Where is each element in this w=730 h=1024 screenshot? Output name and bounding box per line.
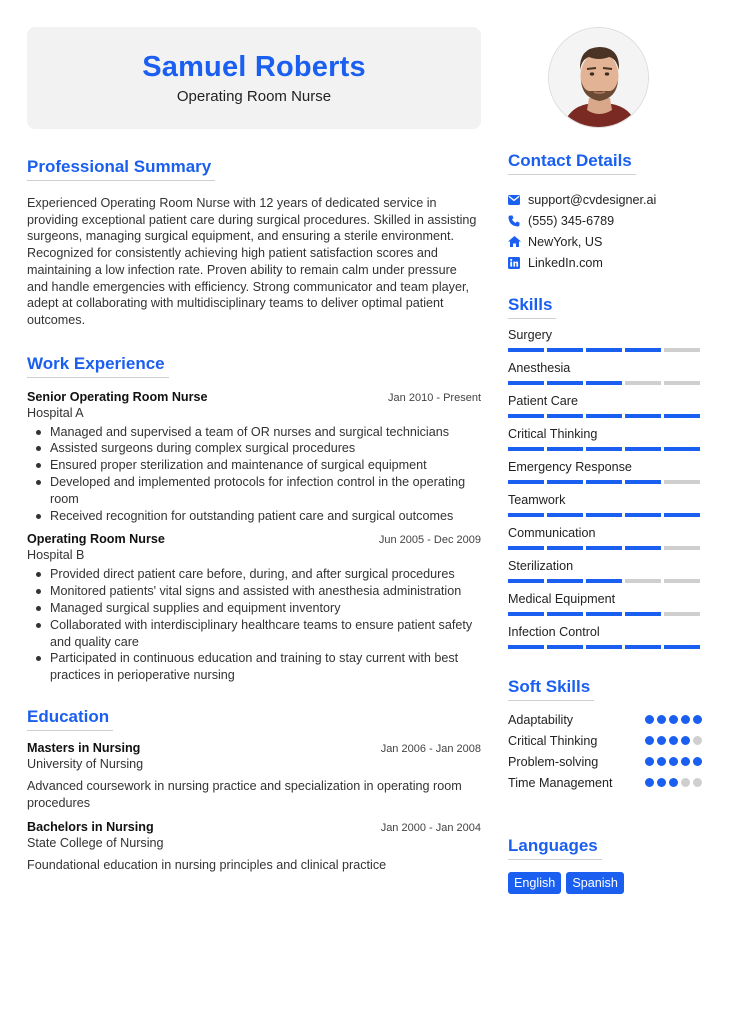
rating-dot <box>645 715 654 724</box>
section-title-education: Education <box>27 707 113 731</box>
skill-level-segment <box>625 414 661 418</box>
education-dates: Jan 2000 - Jan 2004 <box>380 821 481 834</box>
soft-skill-rating <box>645 757 702 766</box>
soft-skill-label: Problem-solving <box>508 754 599 769</box>
job-entry <box>27 390 481 525</box>
section-title-soft-skills: Soft Skills <box>508 677 594 701</box>
contact-linkedin-text: LinkedIn.com <box>528 255 603 270</box>
list-item: Collaborated with interdisciplinary healthcare teams to ensure patient safety and quality care <box>27 617 481 651</box>
skill-level-segment <box>664 414 700 418</box>
skill-item <box>508 459 702 484</box>
rating-dot <box>681 736 690 745</box>
rating-dot <box>693 778 702 787</box>
contact-details-section <box>508 151 702 273</box>
list-item: Monitored patients' vital signs and assisted with anesthesia administration <box>27 583 481 600</box>
job-employer: Hospital A <box>27 405 84 420</box>
home-icon <box>508 236 528 247</box>
section-title-languages: Languages <box>508 836 602 860</box>
skill-label: Critical Thinking <box>508 427 598 441</box>
skill-level-segment <box>625 513 661 517</box>
list-item: Assisted surgeons during complex surgical procedures <box>27 440 481 457</box>
rating-dot <box>669 736 678 745</box>
soft-skill-item <box>508 751 702 772</box>
rating-dot <box>657 736 666 745</box>
rating-dot <box>657 757 666 766</box>
skills-section <box>508 295 702 649</box>
job-title: Senior Operating Room Nurse <box>27 389 208 404</box>
section-title-experience: Work Experience <box>27 354 169 378</box>
skill-level-segment <box>547 546 583 550</box>
soft-skill-label: Critical Thinking <box>508 733 598 748</box>
skill-label: Anesthesia <box>508 361 571 375</box>
rating-dot <box>645 778 654 787</box>
summary-text: Experienced Operating Room Nurse with 12 years of dedicated service in providing exceptional patient care during surgical procedures. Skilled in assisting surgeons, managing surgical equipment, and ensuring a sterile environment. Recognized for consistently achieving high patient satisfaction scores and maintaining a low infection rate. Proven ability to remain calm under pressure and handle emergencies with efficiency. Strong communicator and team player, adept at collaborating with multidisciplinary teams to deliver optimal patient outcomes. <box>27 196 477 327</box>
skill-level-segment <box>664 513 700 517</box>
skill-level-segment <box>508 645 544 649</box>
education-dates: Jan 2006 - Jan 2008 <box>380 742 481 755</box>
skill-level-bar <box>508 513 702 517</box>
skill-label: Communication <box>508 526 596 540</box>
skill-label: Teamwork <box>508 493 566 507</box>
job-responsibilities <box>27 424 481 525</box>
skill-level-segment <box>586 612 622 616</box>
list-item: Managed and supervised a team of OR nurses and surgical technicians <box>27 424 481 441</box>
skill-level-segment <box>586 414 622 418</box>
skill-item <box>508 492 702 517</box>
skill-level-segment <box>547 348 583 352</box>
skill-level-segment <box>586 348 622 352</box>
contact-linkedin[interactable] <box>508 252 702 273</box>
rating-dot <box>693 715 702 724</box>
job-responsibilities <box>27 566 481 684</box>
skill-level-segment <box>508 612 544 616</box>
skill-level-segment <box>586 447 622 451</box>
candidate-name: Samuel Roberts <box>142 51 366 83</box>
section-title-skills: Skills <box>508 295 556 319</box>
rating-dot <box>681 715 690 724</box>
skill-level-segment <box>586 381 622 385</box>
skill-level-bar <box>508 546 702 550</box>
candidate-title: Operating Room Nurse <box>176 88 332 105</box>
skill-level-segment <box>508 381 544 385</box>
skill-level-segment <box>547 612 583 616</box>
list-item: Participated in continuous education and training to stay current with best practices in perioperative nursing <box>27 650 481 684</box>
contact-phone-text: (555) 345-6789 <box>528 213 615 228</box>
skill-level-segment <box>664 579 700 583</box>
contact-email-text: support@cvdesigner.ai <box>528 192 657 207</box>
skill-level-bar <box>508 381 702 385</box>
skill-level-segment <box>625 480 661 484</box>
soft-skill-item <box>508 730 702 751</box>
school-name: State College of Nursing <box>27 835 164 850</box>
main-column <box>27 157 481 874</box>
degree-name: Bachelors in Nursing <box>27 819 154 834</box>
skill-label: Patient Care <box>508 394 579 408</box>
skill-level-segment <box>547 513 583 517</box>
skill-level-segment <box>664 612 700 616</box>
skill-level-segment <box>664 546 700 550</box>
soft-skill-item <box>508 772 702 793</box>
rating-dot <box>669 757 678 766</box>
rating-dot <box>681 778 690 787</box>
skill-level-segment <box>625 447 661 451</box>
skill-level-bar <box>508 612 702 616</box>
skill-item <box>508 591 702 616</box>
skill-level-segment <box>664 348 700 352</box>
rating-dot <box>669 778 678 787</box>
degree-name: Masters in Nursing <box>27 740 141 755</box>
skill-level-segment <box>664 645 700 649</box>
education-entry <box>27 820 481 874</box>
education-section <box>27 707 481 874</box>
skill-item <box>508 327 702 352</box>
skill-level-bar <box>508 414 702 418</box>
skill-level-segment <box>547 381 583 385</box>
soft-skill-item <box>508 709 702 730</box>
skill-level-segment <box>625 381 661 385</box>
skill-level-segment <box>586 513 622 517</box>
skill-item <box>508 360 702 385</box>
skill-level-segment <box>664 480 700 484</box>
rating-dot <box>681 757 690 766</box>
education-description: Advanced coursework in nursing practice and specialization in operating room procedures <box>27 778 462 810</box>
contact-list <box>508 189 702 273</box>
school-name: University of Nursing <box>27 756 144 771</box>
education-description: Foundational education in nursing principles and clinical practice <box>27 857 387 872</box>
envelope-icon <box>508 195 528 205</box>
job-entry <box>27 532 481 684</box>
skill-level-segment <box>625 348 661 352</box>
soft-skill-label: Adaptability <box>508 712 574 727</box>
sidebar-column <box>508 151 702 894</box>
skill-level-segment <box>508 546 544 550</box>
linkedin-icon <box>508 257 528 269</box>
skill-label: Emergency Response <box>508 460 632 474</box>
job-dates: Jun 2005 - Dec 2009 <box>378 534 481 547</box>
skill-level-segment <box>586 480 622 484</box>
skill-item <box>508 558 702 583</box>
skill-label: Medical Equipment <box>508 592 616 606</box>
skill-level-segment <box>508 447 544 451</box>
contact-location <box>508 231 702 252</box>
language-tag-english: English <box>508 872 561 894</box>
list-item: Ensured proper sterilization and maintenance of surgical equipment <box>27 457 481 474</box>
skill-level-segment <box>508 579 544 583</box>
skill-item <box>508 426 702 451</box>
job-employer: Hospital B <box>27 548 85 563</box>
job-dates: Jan 2010 - Present <box>388 391 481 404</box>
rating-dot <box>669 715 678 724</box>
section-title-summary: Professional Summary <box>27 157 215 181</box>
contact-phone[interactable] <box>508 210 702 231</box>
language-tag-spanish: Spanish <box>566 872 624 894</box>
skill-label: Surgery <box>508 328 553 342</box>
rating-dot <box>645 757 654 766</box>
skill-level-bar <box>508 480 702 484</box>
skills-list <box>508 327 702 649</box>
soft-skill-rating <box>645 778 702 787</box>
skill-level-segment <box>664 447 700 451</box>
skill-level-segment <box>508 414 544 418</box>
soft-skill-label: Time Management <box>508 775 613 790</box>
section-title-contact: Contact Details <box>508 151 636 175</box>
skill-level-segment <box>508 480 544 484</box>
skill-level-segment <box>586 645 622 649</box>
rating-dot <box>645 736 654 745</box>
job-title: Operating Room Nurse <box>27 532 165 547</box>
skill-level-segment <box>508 513 544 517</box>
skill-level-segment <box>547 480 583 484</box>
skill-level-segment <box>547 579 583 583</box>
skill-label: Infection Control <box>508 625 600 639</box>
skill-level-segment <box>625 579 661 583</box>
skill-level-segment <box>508 348 544 352</box>
rating-dot <box>693 757 702 766</box>
resume-header <box>27 27 481 129</box>
list-item: Received recognition for outstanding patient care and surgical outcomes <box>27 508 481 525</box>
skill-level-segment <box>625 612 661 616</box>
skill-level-bar <box>508 579 702 583</box>
skill-level-segment <box>547 414 583 418</box>
soft-skills-section <box>508 677 702 793</box>
skill-level-segment <box>547 447 583 451</box>
soft-skill-rating <box>645 736 702 745</box>
skill-level-bar <box>508 645 702 649</box>
skill-level-segment <box>586 546 622 550</box>
list-item: Provided direct patient care before, during, and after surgical procedures <box>27 566 481 583</box>
soft-skills-list <box>508 709 702 793</box>
skill-level-segment <box>664 381 700 385</box>
professional-summary-section <box>27 157 481 329</box>
skill-level-segment <box>625 546 661 550</box>
contact-email[interactable] <box>508 189 702 210</box>
skill-level-bar <box>508 348 702 352</box>
profile-photo <box>548 27 649 128</box>
skill-level-segment <box>586 579 622 583</box>
skill-level-bar <box>508 447 702 451</box>
education-entry <box>27 741 481 812</box>
list-item: Managed surgical supplies and equipment inventory <box>27 600 481 617</box>
soft-skill-rating <box>645 715 702 724</box>
list-item: Developed and implemented protocols for infection control in the operating room <box>27 474 481 508</box>
skill-level-segment <box>547 645 583 649</box>
language-tags <box>508 872 702 894</box>
skill-level-segment <box>625 645 661 649</box>
languages-section <box>508 836 702 894</box>
contact-location-text: NewYork, US <box>528 234 603 249</box>
phone-icon <box>508 215 528 227</box>
rating-dot <box>657 715 666 724</box>
skill-item <box>508 525 702 550</box>
rating-dot <box>657 778 666 787</box>
profile-photo-image <box>549 28 649 128</box>
work-experience-section <box>27 354 481 684</box>
skill-item <box>508 624 702 649</box>
skill-item <box>508 393 702 418</box>
skill-label: Sterilization <box>508 559 574 573</box>
rating-dot <box>693 736 702 745</box>
